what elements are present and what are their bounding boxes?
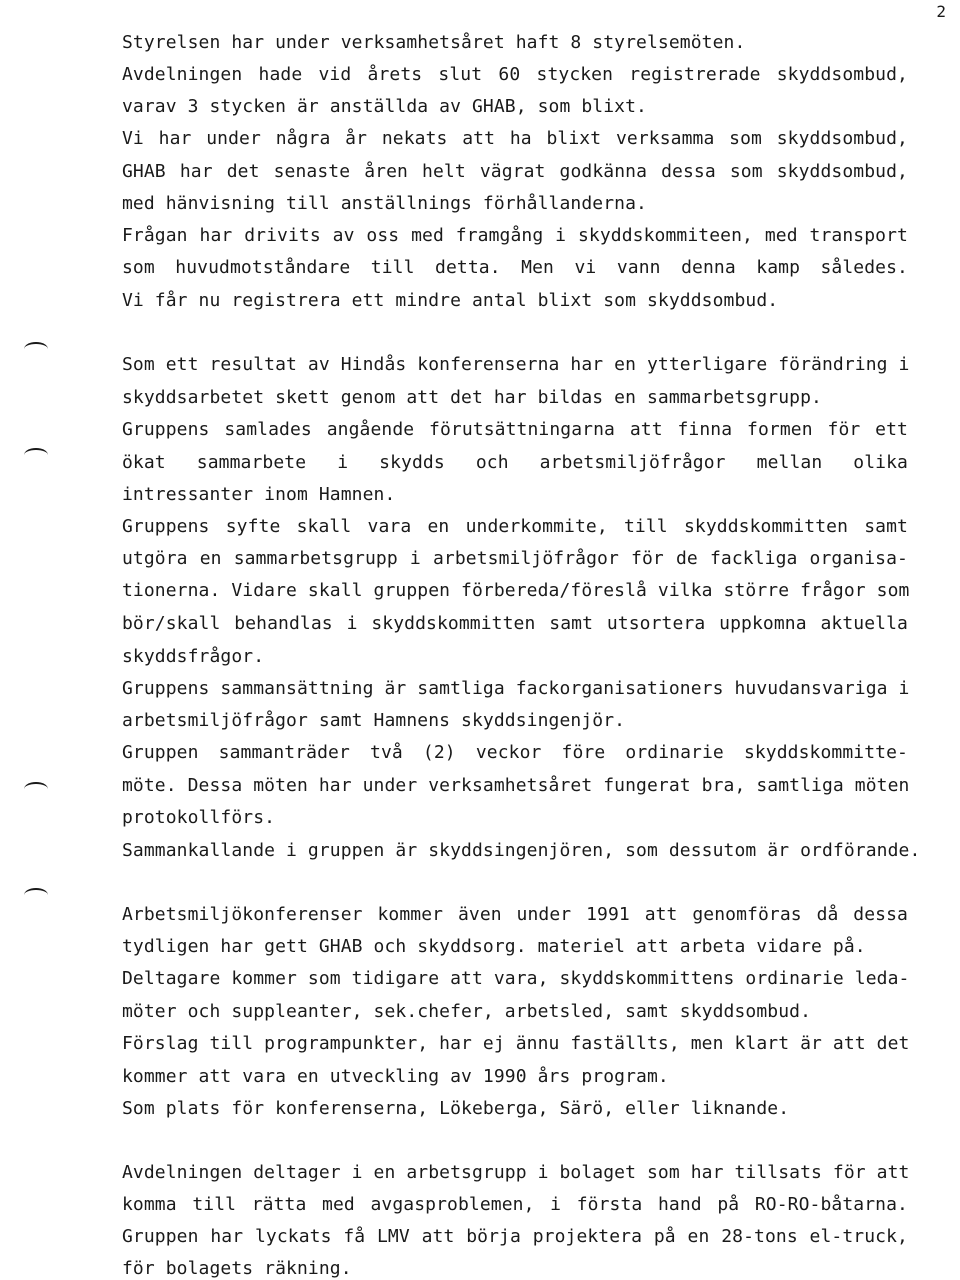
text-line: kommer att vara en utveckling av 1990 års program.: [122, 1066, 669, 1087]
text-line: Arbetsmiljökonferenser kommer även under 1991 att genomföras då dessa: [122, 904, 908, 925]
text-line: med hänvisning till anställnings förhållanderna.: [122, 193, 647, 214]
text-line: Gruppens sammansättning är samtliga fackorganisationers huvudansvariga i: [122, 678, 910, 699]
text-line: varav 3 stycken är anställda av GHAB, som blixt.: [122, 96, 647, 117]
page-number: 2: [936, 2, 946, 21]
text-line: skyddsarbetet skett genom att det har bildas en sammarbetsgrupp.: [122, 387, 822, 408]
text-line: möter och suppleanter, sek.chefer, arbetsled, samt skyddsombud.: [122, 1001, 812, 1022]
text-line: arbetsmiljöfrågor samt Hamnens skyddsingenjör.: [122, 710, 626, 731]
text-line: Gruppen har lyckats få LMV att börja projektera på en 28-tons el-truck,: [122, 1226, 908, 1247]
text-line: GHAB har det senaste åren helt vägrat godkänna dessa som skyddsombud,: [122, 161, 908, 182]
text-line: Sammankallande i gruppen är skyddsingenjören, som dessutom är ordförande.: [122, 840, 921, 861]
punch-hole-mark: [24, 448, 48, 462]
text-line: som huvudmotståndare till detta. Men vi vann denna kamp således.: [122, 257, 908, 278]
text-line: Vi har under några år nekats att ha blixt verksamma som skyddsombud,: [122, 128, 908, 149]
text-line: Som ett resultat av Hindås konferenserna har en ytterligare förändring i: [122, 354, 910, 375]
text-line: intressanter inom Hamnen.: [122, 484, 396, 505]
text-line: Styrelsen har under verksamhetsåret haft 8 styrelsemöten.: [122, 32, 746, 53]
text-line: komma till rätta med avgasproblemen, i första hand på RO-RO-båtarna.: [122, 1194, 908, 1215]
text-line: tydligen har gett GHAB och skyddsorg. materiel att arbeta vidare på.: [122, 936, 866, 957]
text-line: protokollförs.: [122, 807, 276, 828]
text-line: skyddsfrågor.: [122, 646, 265, 667]
text-line: Vi får nu registrera ett mindre antal blixt som skyddsombud.: [122, 290, 779, 311]
text-line: Deltagare kommer som tidigare att vara, skyddskommittens ordinarie leda-: [122, 968, 910, 989]
text-line: tionerna. Vidare skall gruppen förbereda/föreslå vilka större frågor som: [122, 580, 910, 601]
punch-hole-mark: [24, 342, 48, 356]
punch-hole-mark: [24, 782, 48, 796]
text-line: för bolagets räkning.: [122, 1258, 352, 1279]
text-line: Frågan har drivits av oss med framgång i skyddskommiteen, med transport: [122, 225, 908, 246]
punch-hole-mark: [24, 888, 48, 902]
text-line: Gruppen sammanträder två (2) veckor före ordinarie skyddskommitte-: [122, 742, 908, 763]
text-line: möte. Dessa möten har under verksamhetsåret fungerat bra, samtliga möten: [122, 775, 910, 796]
text-line: Som plats för konferenserna, Lökeberga, Särö, eller liknande.: [122, 1098, 790, 1119]
text-line: Gruppens syfte skall vara en underkommite, till skyddskommitten samt: [122, 516, 908, 537]
text-line: Förslag till programpunkter, har ej ännu faställts, men klart är att det: [122, 1033, 910, 1054]
text-line: bör/skall behandlas i skyddskommitten samt utsortera uppkomna aktuella: [122, 613, 908, 634]
text-line: Gruppens samlades angående förutsättningarna att finna formen för ett: [122, 419, 908, 440]
text-line: ökat sammarbete i skydds och arbetsmiljöfrågor mellan olika: [122, 452, 908, 473]
text-line: Avdelningen deltager i en arbetsgrupp i bolaget som har tillsats för att: [122, 1162, 910, 1183]
text-line: utgöra en sammarbetsgrupp i arbetsmiljöfrågor för de fackliga organisa-: [122, 548, 908, 569]
text-line: Avdelningen hade vid årets slut 60 stycken registrerade skyddsombud,: [122, 64, 908, 85]
